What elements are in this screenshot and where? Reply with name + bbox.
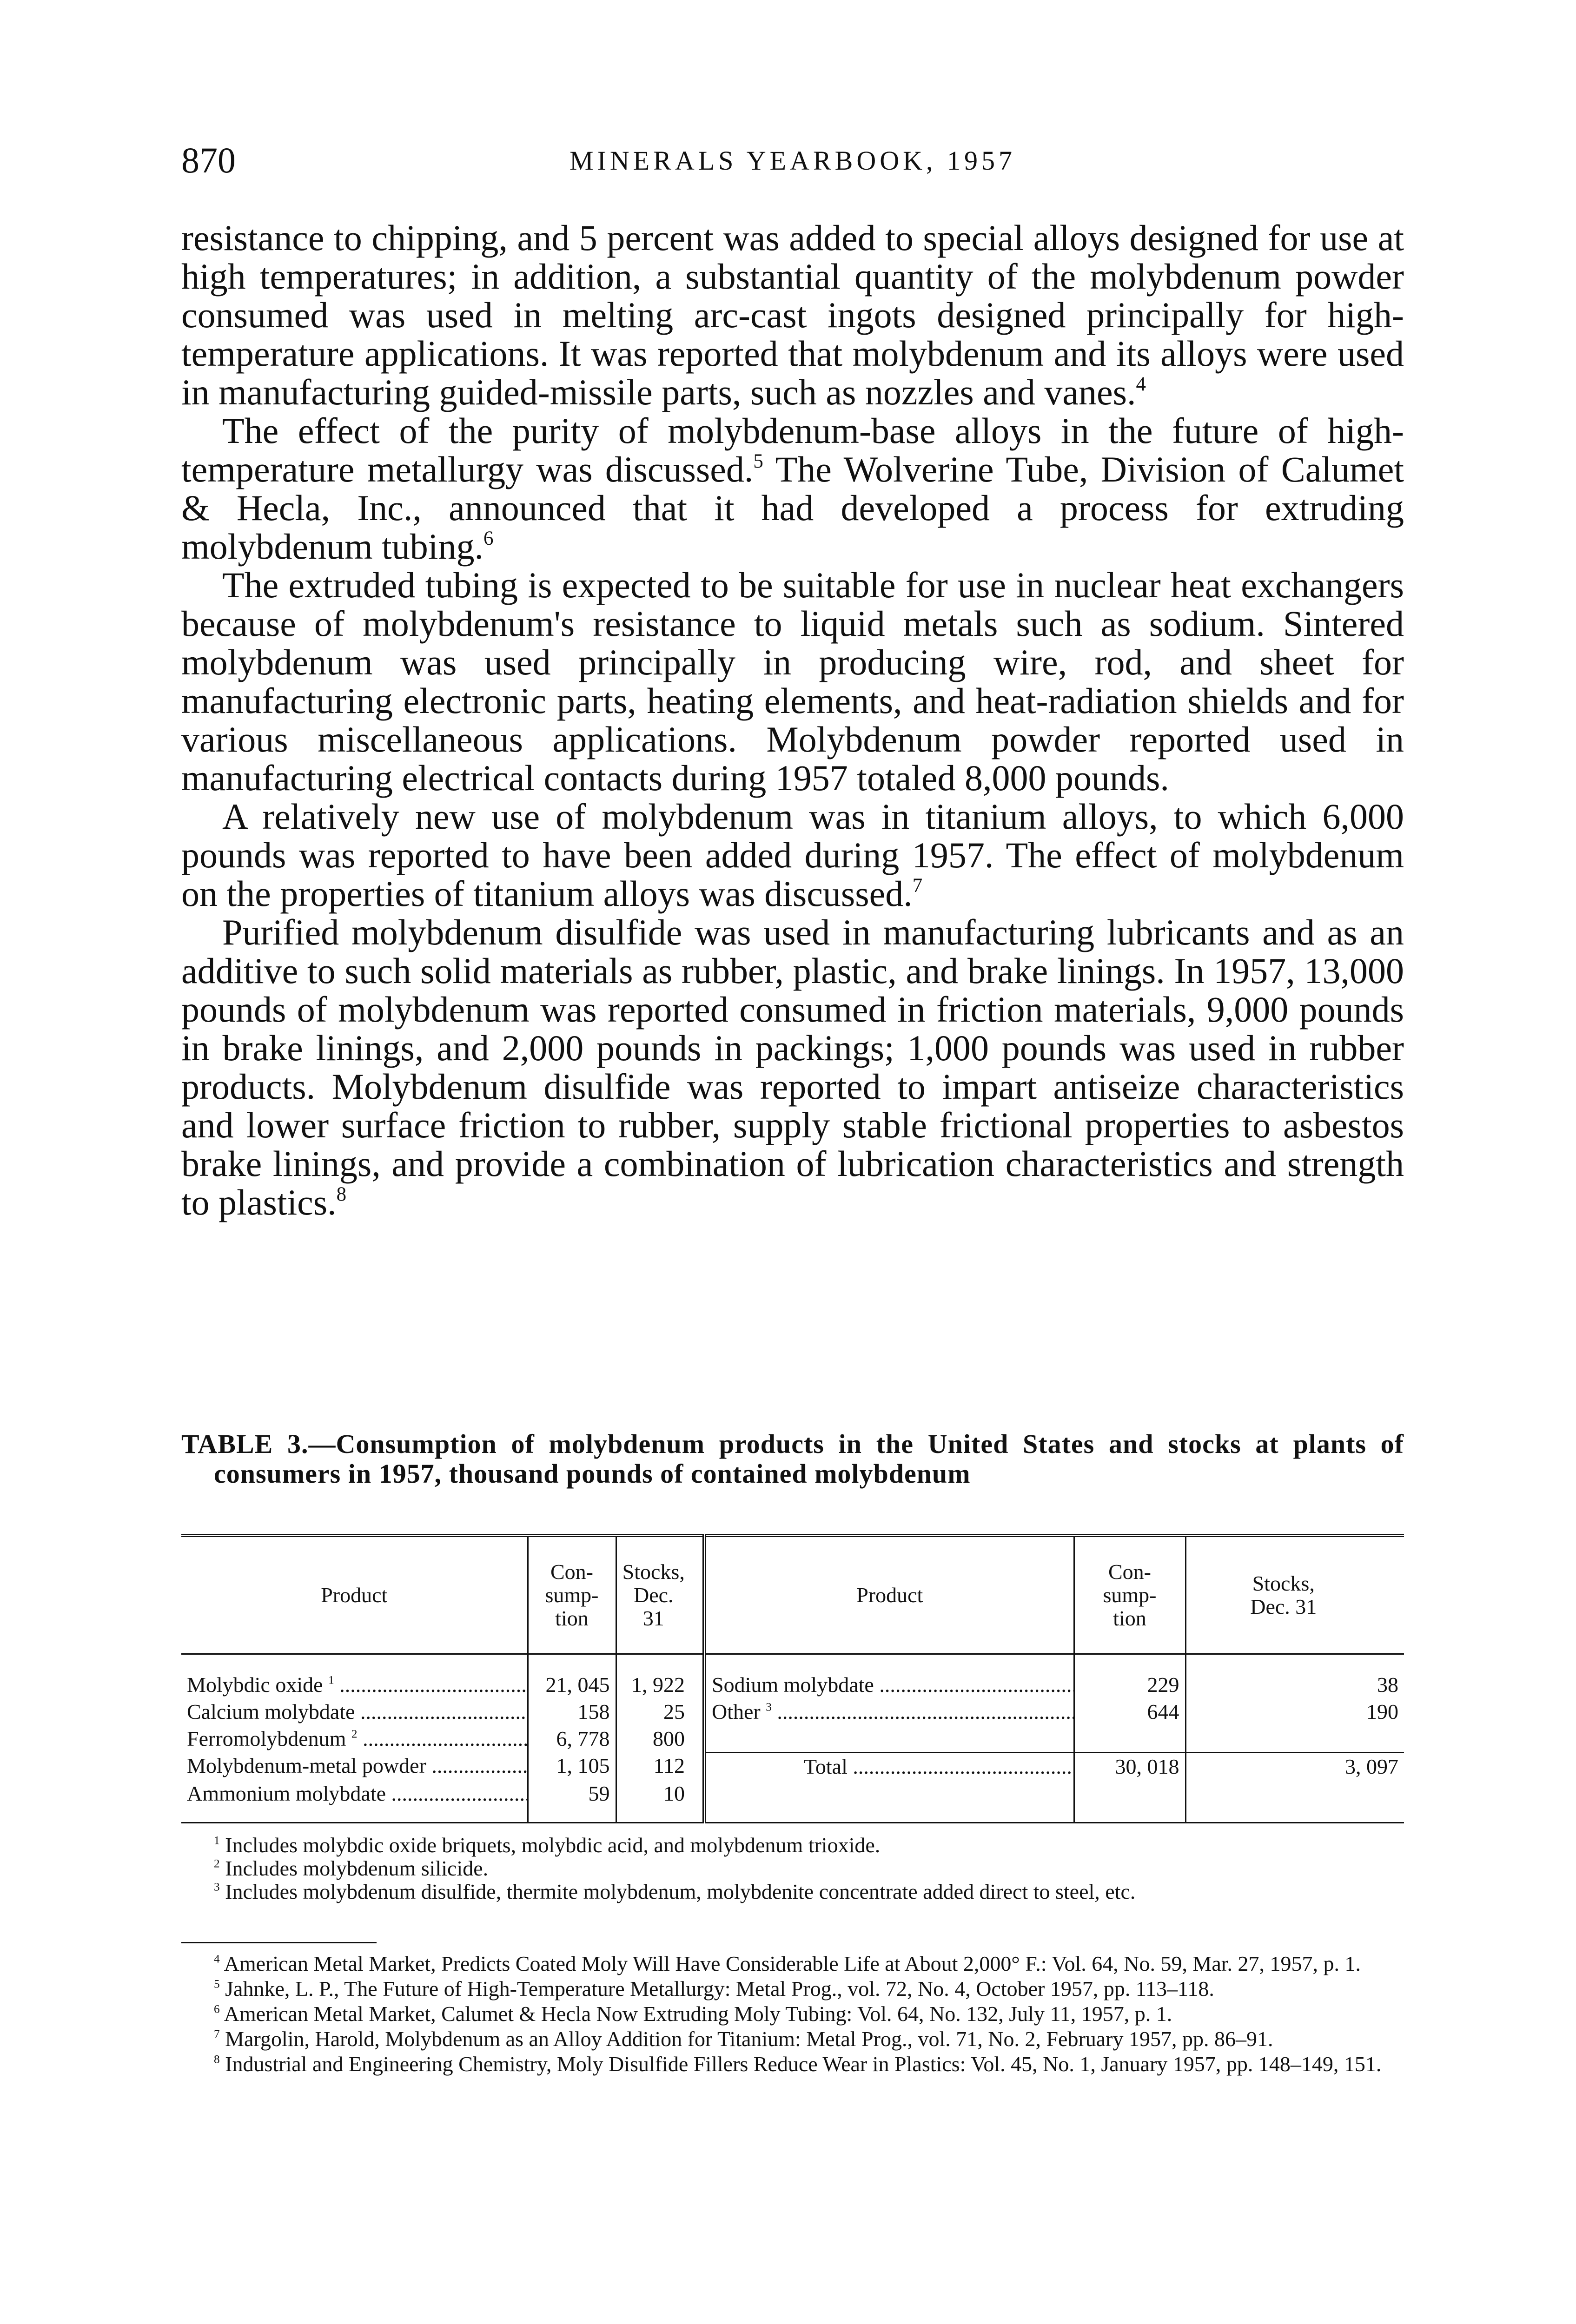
empty-cell (1074, 1780, 1185, 1823)
table-note-ref: 2 (351, 1727, 358, 1741)
running-title: MINERALS YEARBOOK, 1957 (569, 145, 1016, 176)
table-header-row (181, 1536, 1404, 1654)
footnote (181, 1977, 1404, 2000)
paragraph-1 (181, 218, 1404, 411)
footnote-mark: 8 (214, 2053, 220, 2066)
footnote-mark: 7 (214, 2027, 220, 2041)
total-label (704, 1752, 1074, 1780)
paragraph-4 (181, 797, 1404, 913)
footnote-ref-7: 7 (912, 874, 923, 897)
product-name: Ammonium molybdate (187, 1781, 386, 1805)
footnote-text: Margolin, Harold, Molybdenum as an Alloy Addition for Titanium: Metal Prog., vol. 71, No. 2, February 1957, pp. 86–91. (225, 2027, 1273, 2051)
row-stocks: 800 (653, 1727, 685, 1750)
paragraph-3: The extruded tubing is expected to be suitable for use in nuclear heat exchangers because of molybdenum's resistance to liquid metals such as sodium. Sintered molybdenum was used principally in producing wire, rod, and sheet for manufacturing electronic parts, heating elements, and heat-radiation shields and for various miscellaneous applications. Molybdenum powder reported used in manufacturing electrical contacts during 1957 totaled 8,000 pounds. (181, 565, 1404, 798)
header-stocks-left: Stocks, Dec. 31 (616, 1536, 690, 1654)
empty-cell (704, 1780, 1074, 1823)
row-consumption: 229 (1074, 1654, 1185, 1699)
empty-cell (1185, 1780, 1404, 1823)
paragraph-4-text: A relatively new use of molybdenum was in titanium alloys, to which 6,000 pounds was reported to have been added during 1957. The effect of molybdenum on the properties of titanium alloys was discussed. (181, 796, 1404, 914)
total-label-text: Total (804, 1754, 848, 1778)
table-note-ref: 1 (328, 1673, 334, 1687)
product-name: Other (712, 1700, 761, 1723)
row-consumption: 158 (528, 1698, 616, 1725)
footnote (181, 2002, 1404, 2026)
header-consumption-right: Con- sump- tion (1074, 1536, 1185, 1654)
footnote-rule (181, 1942, 377, 1943)
footnote-ref-4: 4 (1136, 373, 1146, 395)
row-stocks: 38 (1377, 1673, 1398, 1697)
footnote-mark: 6 (214, 2002, 220, 2016)
table-note-mark: 1 (214, 1834, 220, 1847)
header-divider (690, 1536, 704, 1654)
paragraph-1-text: resistance to chipping, and 5 percent was added to special alloys designed for use at high temperatures; in addition, a substantial quantity of the molybdenum powder consumed was used in melting arc-cast ingots designed principally for high-temperature applications. It was reported that molybdenum and its alloys were used in manufacturing guided-missile parts, such as nozzles and vanes. (181, 218, 1404, 412)
row-product (181, 1725, 528, 1752)
consumption-table (181, 1534, 1404, 1823)
table-row (181, 1654, 1404, 1699)
product-name: Molybdic oxide (187, 1673, 323, 1697)
empty-cell (704, 1725, 1074, 1752)
table-note (181, 1834, 1404, 1857)
footnote-ref-8: 8 (336, 1183, 347, 1205)
footnote-mark: 4 (214, 1952, 220, 1966)
paragraph-2 (181, 411, 1404, 566)
paragraph-2-text-a: The effect of the purity of molybdenum-base alloys in the future of high-temperature metallurgy was discussed. (181, 410, 1404, 489)
product-name: Ferromolybdenum (187, 1727, 346, 1750)
table-bottom-rule (181, 1822, 1404, 1823)
table-caption: TABLE 3.—Consumption of molybdenum products in the United States and stocks at plants of consumers in 1957, thousand pounds of contained molybdenum (181, 1429, 1404, 1489)
row-stocks: 1, 922 (631, 1673, 685, 1697)
table-note (181, 1857, 1404, 1880)
column-divider (690, 1654, 704, 1699)
table-note (181, 1880, 1404, 1903)
paragraph-5 (181, 913, 1404, 1221)
row-product (704, 1698, 1074, 1725)
table-note-mark: 2 (214, 1857, 220, 1870)
row-product (181, 1698, 528, 1725)
product-name: Molybdenum-metal powder (187, 1754, 426, 1777)
row-consumption: 1, 105 (528, 1752, 616, 1780)
column-divider (690, 1752, 704, 1780)
table-notes (181, 1834, 1404, 1903)
running-header (181, 139, 1404, 191)
column-divider (690, 1780, 704, 1823)
table-row (181, 1752, 1404, 1780)
row-consumption: 21, 045 (528, 1654, 616, 1699)
paragraph-5-text: Purified molybdenum disulfide was used in manufacturing lubricants and as an additive to such solid materials as rubber, plastic, and brake linings. In 1957, 13,000 pounds of molybdenum was reported consumed in friction materials, 9,000 pounds in brake linings, and 2,000 pounds in packings; 1,000 pounds was used in rubber products. Molybdenum disulfide was reported to impart antiseize characteristics and lower surface friction to rubber, supply stable frictional properties to asbestos brake linings, and provide a combination of lubrication characteristics and strength to plastics. (181, 912, 1404, 1222)
empty-cell (1185, 1725, 1404, 1752)
row-product (181, 1780, 528, 1823)
column-divider (690, 1698, 704, 1725)
page-number: 870 (181, 140, 236, 180)
footnote-text: Industrial and Engineering Chemistry, Moly Disulfide Fillers Reduce Wear in Plastics: Vol. 45, No. 1, January 1957, pp. 148–149, 151. (225, 2052, 1382, 2076)
header-product-right: Product (704, 1536, 1074, 1654)
table-note-text: Includes molybdenum silicide. (225, 1856, 489, 1880)
footnote-text: American Metal Market, Predicts Coated Moly Will Have Considerable Life at About 2,000° F.: Vol. 64, No. 59, Mar. 27, 1957, p. 1. (224, 1952, 1361, 1975)
table-row (181, 1725, 1404, 1752)
footnote-text: American Metal Market, Calumet & Hecla Now Extruding Moly Tubing: Vol. 64, No. 132, July 11, 1957, p. 1. (224, 2002, 1172, 2026)
row-product (181, 1654, 528, 1699)
footnote-ref-6: 6 (483, 527, 494, 549)
footnote (181, 1952, 1404, 1975)
table-note-text: Includes molybdenum disulfide, thermite molybdenum, molybdenite concentrate added direct to steel, etc. (225, 1880, 1136, 1903)
column-divider (690, 1725, 704, 1752)
table-bottom-rule-cell (181, 1822, 1404, 1823)
total-stocks: 3, 097 (1185, 1752, 1404, 1780)
paragraph-2-text-b: The Wolverine Tube, Division of Calumet & Hecla, Inc., announced that it had developed a process for extruding molybdenum tubing. (181, 449, 1404, 567)
empty-cell (1074, 1725, 1185, 1752)
table-row (181, 1780, 1404, 1823)
row-consumption: 6, 778 (528, 1725, 616, 1752)
body-text (181, 218, 1404, 1221)
table-row (181, 1698, 1404, 1725)
table-note-ref: 3 (766, 1700, 772, 1714)
row-stocks: 112 (653, 1754, 685, 1777)
header-stocks-right: Stocks, Dec. 31 (1185, 1536, 1404, 1654)
table-note-text: Includes molybdic oxide briquets, molybdic acid, and molybdenum trioxide. (225, 1833, 881, 1857)
footnote (181, 2027, 1404, 2051)
row-stocks: 10 (663, 1781, 685, 1805)
row-consumption: 644 (1074, 1698, 1185, 1725)
row-consumption: 59 (528, 1780, 616, 1823)
header-product-left: Product (181, 1536, 528, 1654)
footnote-mark: 5 (214, 1977, 220, 1991)
table-note-mark: 3 (214, 1880, 220, 1894)
footnote (181, 2053, 1404, 2076)
footnotes (181, 1952, 1404, 2078)
product-name: Calcium molybdate (187, 1700, 355, 1723)
footnote-ref-5: 5 (753, 450, 763, 472)
footnote-text: Jahnke, L. P., The Future of High-Temperature Metallurgy: Metal Prog., vol. 72, No. 4, October 1957, pp. 113–118. (225, 1977, 1214, 2000)
product-name: Sodium molybdate (712, 1673, 874, 1697)
total-consumption: 30, 018 (1074, 1752, 1185, 1780)
row-stocks: 190 (1366, 1700, 1398, 1723)
row-stocks: 25 (663, 1700, 685, 1723)
row-product (704, 1654, 1074, 1699)
row-product (181, 1752, 528, 1780)
header-consumption-left: Con- sump- tion (528, 1536, 616, 1654)
